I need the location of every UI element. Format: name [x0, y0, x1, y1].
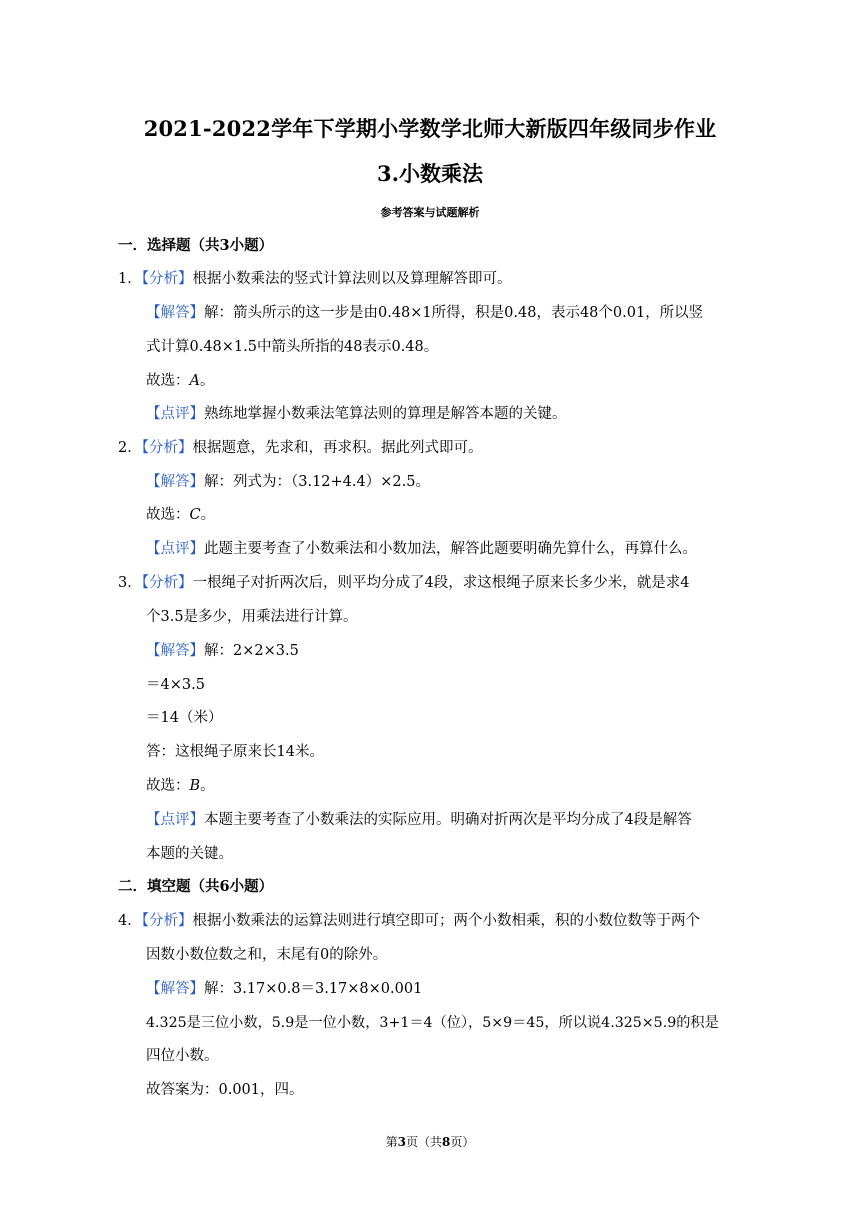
q1-choice: [146, 371, 214, 391]
analysis-tag: 【分析】: [141, 271, 193, 287]
footer-page-number: 3: [397, 1135, 406, 1149]
q1-comment-text: 熟练地掌握小数乘法笔算法则的算理是解答本题的关键。: [204, 406, 567, 422]
comment-tag: 【点评】: [146, 812, 204, 828]
q1-number: 1．: [118, 271, 142, 287]
q4-final: 故答案为：0.001，四。: [146, 1082, 304, 1098]
q3-step1: ＝4×3.5: [146, 677, 205, 693]
analysis-tag: 【分析】: [141, 440, 193, 456]
answer-tag: 【解答】: [146, 305, 204, 321]
q3-answer-text: 解：2×2×3.5: [204, 643, 299, 659]
q4-analysis-line2: 因数小数位数之和，末尾有0的除外。: [146, 947, 388, 963]
q3-choice-suffix: 。: [200, 778, 215, 794]
q1-analysis: [118, 269, 511, 289]
analysis-tag: 【分析】: [141, 575, 193, 591]
q1-answer: [146, 303, 703, 323]
footer-suffix: 页）: [450, 1135, 475, 1149]
q3-number: 3．: [118, 575, 142, 591]
q4-line2: 4.325是三位小数，5.9是一位小数，3+1＝4（位），5×9＝45，所以说4.325×5.9的积是: [146, 1015, 719, 1031]
q3-step2: ＝14（米）: [146, 710, 223, 726]
q4-line3: 四位小数。: [146, 1048, 219, 1064]
q3-comment-line1: 本题主要考查了小数乘法的实际应用。明确对折两次是平均分成了4段是解答: [204, 812, 692, 828]
q2-choice-letter: C: [189, 507, 201, 523]
document-title: 2021-2022学年下学期小学数学北师大新版四年级同步作业: [143, 116, 717, 141]
q2-comment-text: 此题主要考查了小数乘法和小数加法，解答此题要明确先算什么，再算什么。: [204, 541, 697, 557]
answer-tag: 【解答】: [146, 474, 204, 490]
q2-choice-suffix: 。: [200, 507, 216, 523]
q2-answer: [146, 472, 430, 492]
q1-answer-line1: 解：箭头所示的这一步是由0.48×1所得，积是0.48，表示48个0.01，所以竖: [204, 305, 704, 321]
page-footer: [0, 1133, 860, 1150]
section-heading-choice: 一．选择题（共3小题）: [118, 237, 274, 254]
q3-answer: [146, 641, 299, 661]
q2-answer-text: 解：列式为：（3.12+4.4）×2.5。: [204, 474, 430, 490]
comment-tag: 【点评】: [146, 541, 204, 557]
q2-choice-prefix: 故选：: [146, 507, 190, 523]
q4-analysis: [118, 911, 700, 931]
q2-comment: [146, 539, 697, 559]
section-heading-fill: 二．填空题（共6小题）: [118, 878, 274, 895]
q2-analysis-text: 根据题意，先求和，再求积。据此列式即可。: [192, 440, 483, 456]
q4-answer: [146, 979, 422, 999]
comment-tag: 【点评】: [146, 406, 204, 422]
q3-analysis-line2: 个3.5是多少，用乘法进行计算。: [146, 609, 358, 625]
analysis-tag: 【分析】: [141, 913, 193, 929]
q3-reply: 答：这根绳子原来长14米。: [146, 744, 324, 760]
q3-comment: [146, 810, 692, 830]
q3-comment-line2: 本题的关键。: [146, 846, 233, 862]
q2-analysis: [118, 438, 482, 458]
document-subject-title: 3.小数乘法: [377, 161, 483, 186]
answer-tag: 【解答】: [146, 643, 204, 659]
q1-choice-prefix: 故选：: [146, 373, 190, 389]
q3-choice: [146, 776, 215, 796]
q3-analysis-line1: 一根绳子对折两次后，则平均分成了4段，求这根绳子原来长多少米，就是求4: [192, 575, 690, 591]
q1-choice-letter: A: [189, 373, 200, 389]
q1-analysis-text: 根据小数乘法的竖式计算法则以及算理解答即可。: [192, 271, 512, 287]
footer-total-pages: 8: [442, 1135, 451, 1149]
q2-choice: [146, 505, 215, 525]
q1-choice-suffix: 。: [199, 373, 215, 389]
q3-choice-prefix: 故选：: [146, 778, 190, 794]
q3-analysis: [118, 573, 689, 593]
q1-answer-line2: 式计算0.48×1.5中箭头所指的48表示0.48。: [146, 339, 439, 355]
q1-comment: [146, 404, 567, 424]
footer-prefix: 第: [385, 1135, 398, 1149]
q4-analysis-line1: 根据小数乘法的运算法则进行填空即可；两个小数相乘，积的小数位数等于两个: [192, 913, 700, 929]
answer-tag: 【解答】: [146, 981, 204, 997]
document-subtitle: 参考答案与试题解析: [380, 206, 480, 219]
q4-number: 4．: [118, 913, 142, 929]
q3-choice-letter: B: [189, 778, 201, 794]
footer-middle: 页（共: [405, 1135, 442, 1149]
q2-number: 2．: [118, 440, 142, 456]
q4-answer-text: 解：3.17×0.8＝3.17×8×0.001: [204, 981, 423, 997]
